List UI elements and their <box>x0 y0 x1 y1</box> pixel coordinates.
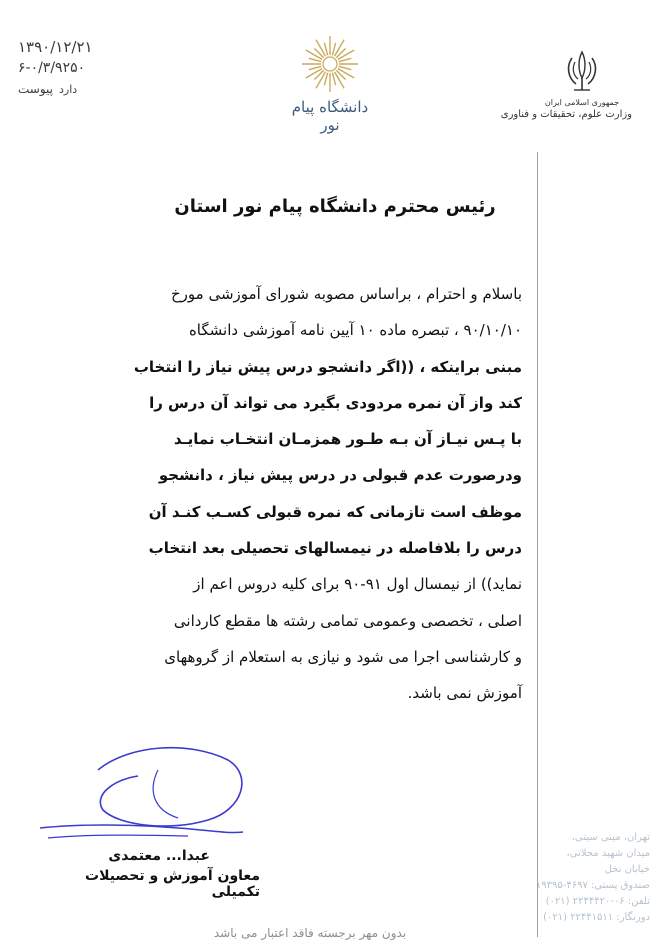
body-line: ۹۰/۱۰/۱۰ ، تبصره ماده ۱۰ آیین نامه آموزشی دانشگاه <box>188 321 522 340</box>
body-line: با پـس نیـاز آن بـه طـور همزمـان انتخـاب نمایـد <box>173 430 522 449</box>
attachment-value: دارد <box>59 83 78 96</box>
body-line: موظف است تازمانی که نمره قبولی کسـب کنـد آن <box>148 502 522 521</box>
body-line: و کارشناسی اجرا می شود و نیازی به استعلام از گروههای <box>164 647 522 666</box>
contact-line: میدان شهید محلاتی، <box>566 848 650 859</box>
emblem-ministry: وزارت علوم، تحقیقات و فناوری <box>500 109 632 120</box>
body-line: درس را بلافاصله در نیمسالهای تحصیلی بعد انتخاب <box>148 539 522 558</box>
contact-line: تلفن: ۰۶-۲۲۴۴۴۲۰ (۰۲۱) <box>545 896 650 907</box>
body-line: باسلام و احترام ، براساس مصوبه شورای آموزشی مورخ <box>171 285 522 303</box>
letter-number: ۶-۰/۳/۹۲۵۰ <box>18 60 86 76</box>
handwritten-signature <box>38 740 253 855</box>
letter-date: ۱۳۹۰/۱۲/۲۱ <box>18 38 93 56</box>
university-logo <box>288 34 372 134</box>
letter-meta <box>18 38 128 96</box>
attachment-label: پیوست <box>18 82 53 96</box>
attachment-row <box>18 82 128 96</box>
footer-note: بدون مهر برجسته فاقد اعتبار می باشد <box>213 926 407 940</box>
signer-title: معاون آموزش و تحصیلات تکمیلی <box>85 868 260 900</box>
recipient-heading: رئیس محترم دانشگاه پیام نور استان <box>174 196 496 217</box>
emblem-country: جمهوری اسلامی ایران <box>544 98 620 107</box>
letter-body <box>40 276 522 712</box>
iran-emblem <box>500 48 632 120</box>
body-line: اصلی ، تخصصی وعمومی تمامی رشته ها مقطع کاردانی <box>173 611 522 630</box>
sunburst-logo-icon <box>300 34 360 94</box>
contact-line: خیابان نخل <box>604 864 650 875</box>
signer-block <box>40 848 260 900</box>
contact-info <box>535 830 650 926</box>
university-name: دانشگاه پیام نور <box>291 98 369 134</box>
vertical-divider <box>537 152 538 937</box>
body-line: مبنی براینکه ، ((اگر دانشجو درس پیش نیاز را انتخاب <box>133 357 522 376</box>
contact-line: صندوق پستی: ۴۶۹۷-۱۹۳۹۵ <box>535 880 650 891</box>
body-line: ودرصورت عدم قبولی در درس پیش نیاز ، دانشجو <box>158 466 522 485</box>
body-line: کند واز آن نمره مردودی بگیرد می تواند آن درس را <box>149 393 522 412</box>
contact-line: تهران، مینی سیتی، <box>571 832 650 843</box>
signer-name: عبدا... معتمدی <box>108 848 210 864</box>
contact-line: دورنگار: ۲۲۴۴۱۵۱۱ (۰۲۱) <box>543 912 650 923</box>
body-line: آموزش نمی باشد. <box>407 684 522 703</box>
body-line: نماید)) از نیمسال اول ۹۱-۹۰ برای کلیه دروس اعم از <box>193 575 522 594</box>
emblem-icon <box>560 48 604 94</box>
